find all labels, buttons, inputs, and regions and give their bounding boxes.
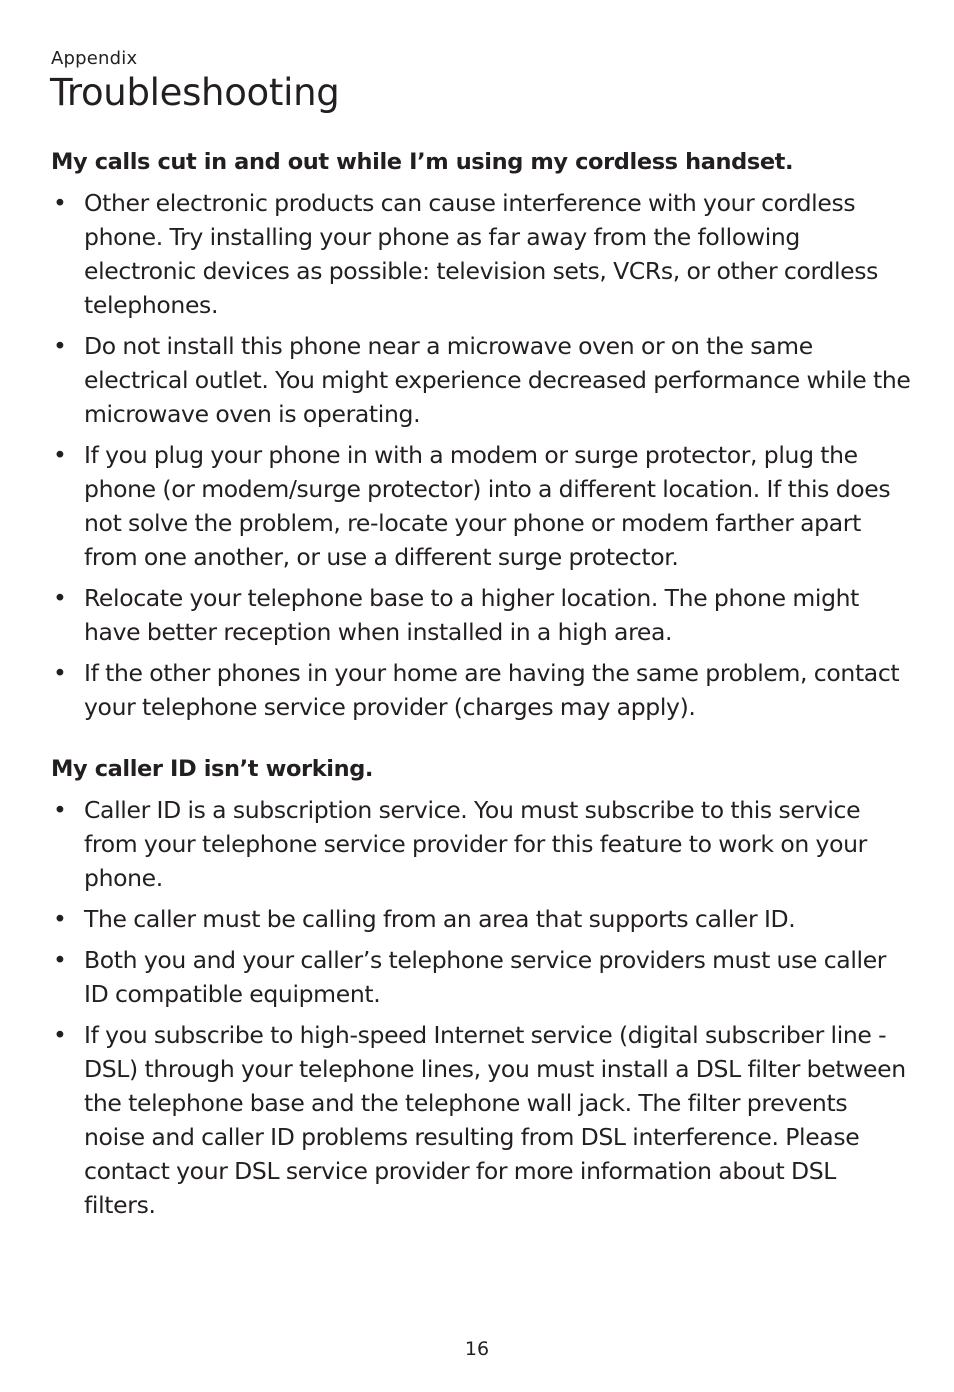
bullet-list	[51, 793, 911, 1222]
list-item-text: If you subscribe to high-speed Internet service (digital subscriber line - DSL) through your telephone lines, you must install a DSL filter between the telephone base and the telephone wall jack. The filter prevents noise and caller ID problems resulting from DSL interference. Please contact your DSL service provider for more information about DSL filters.	[84, 1021, 906, 1219]
bullet-icon: •	[53, 332, 67, 360]
bullet-list	[51, 186, 911, 724]
list-item	[51, 656, 911, 724]
list-item	[51, 581, 911, 649]
list-item-text: The caller must be calling from an area that supports caller ID.	[84, 905, 796, 933]
list-item-text: If you plug your phone in with a modem or surge protector, plug the phone (or modem/surge protector) into a different location. If this does not solve the problem, re-locate your phone or modem farther apart from one another, or use a different surge protector.	[84, 441, 891, 571]
troubleshooting-content	[51, 145, 911, 1229]
bullet-icon: •	[53, 1021, 67, 1049]
bullet-icon: •	[53, 796, 67, 824]
list-item-text: Other electronic products can cause interference with your cordless phone. Try installing your phone as far away from the following electronic devices as possible: television sets, VCRs, or other cordless telephones.	[84, 189, 879, 319]
page-number: 16	[464, 1338, 490, 1360]
list-item	[51, 793, 911, 895]
page-title: Troubleshooting	[50, 71, 340, 114]
bullet-icon: •	[53, 189, 67, 217]
list-item-text: Caller ID is a subscription service. You must subscribe to this service from your telephone service provider for this feature to work on your phone.	[84, 796, 867, 892]
bullet-icon: •	[53, 946, 67, 974]
list-item-text: If the other phones in your home are having the same problem, contact your telephone service provider (charges may apply).	[84, 659, 900, 721]
list-item	[51, 329, 911, 431]
bullet-icon: •	[53, 659, 67, 687]
list-item-text: Both you and your caller’s telephone service providers must use caller ID compatible equipment.	[84, 946, 887, 1008]
list-item	[51, 438, 911, 574]
bullet-icon: •	[53, 441, 67, 469]
list-item	[51, 186, 911, 322]
section-calls-cut-out	[51, 145, 911, 724]
list-item	[51, 943, 911, 1011]
bullet-icon: •	[53, 584, 67, 612]
list-item-text: Do not install this phone near a microwave oven or on the same electrical outlet. You might experience decreased performance while the microwave oven is operating.	[84, 332, 911, 428]
list-item	[51, 1018, 911, 1222]
list-item-text: Relocate your telephone base to a higher location. The phone might have better reception when installed in a high area.	[84, 584, 860, 646]
list-item	[51, 902, 911, 936]
section-heading: My calls cut in and out while I’m using my cordless handset.	[51, 149, 794, 175]
section-heading: My caller ID isn’t working.	[51, 756, 374, 782]
bullet-icon: •	[53, 905, 67, 933]
section-eyebrow: Appendix	[51, 48, 138, 69]
section-caller-id	[51, 752, 911, 1222]
